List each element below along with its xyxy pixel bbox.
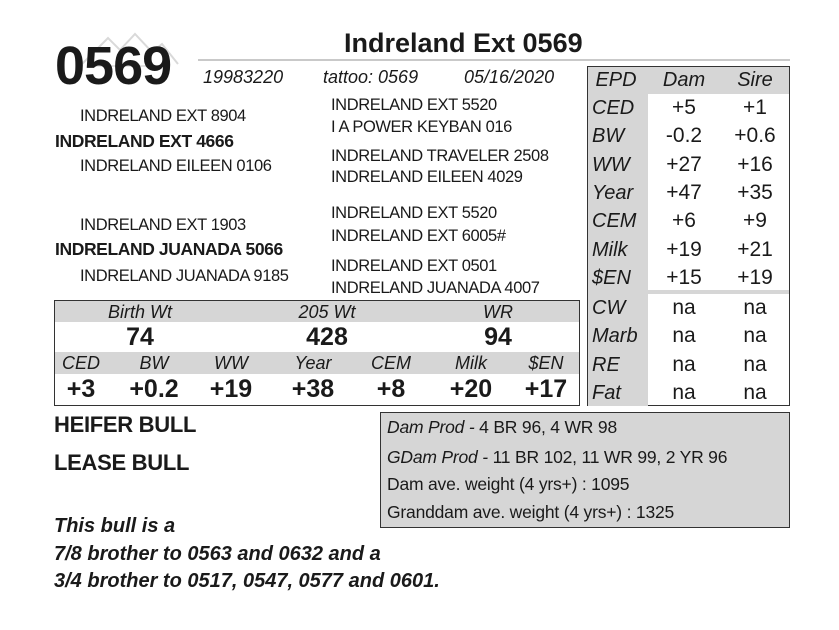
dam-prod-value: 4 BR 96, 4 WR 98 bbox=[479, 417, 617, 437]
calf-epd-value: +17 bbox=[524, 375, 568, 403]
pedigree-dam-sire-sire: INDRELAND EXT 5520 bbox=[331, 204, 497, 222]
tattoo: tattoo: 0569 bbox=[323, 67, 419, 87]
epd-sire-value: na bbox=[743, 352, 767, 376]
pedigree-dam-sire-dam: INDRELAND EXT 6005# bbox=[331, 227, 506, 245]
calf-epd-value: +0.2 bbox=[129, 375, 179, 403]
sibling-note-line-1: This bull is a bbox=[54, 515, 176, 537]
epd-dam-value: -0.2 bbox=[665, 124, 703, 148]
pedigree-dam-dam-dam: INDRELAND JUANADA 4007 bbox=[331, 279, 540, 297]
epd-row-label: CED bbox=[592, 97, 635, 119]
calf-epd-label: BW bbox=[139, 353, 169, 373]
epd-table bbox=[587, 66, 790, 406]
epd-dam-value: na bbox=[672, 296, 696, 319]
epd-row-label: BW bbox=[592, 125, 625, 148]
calf-epd-value: +38 bbox=[291, 375, 335, 403]
pedigree-sire-sire-dam: I A POWER KEYBAN 016 bbox=[331, 118, 512, 136]
epd-sire-value: +19 bbox=[737, 265, 773, 289]
granddam-production bbox=[387, 445, 727, 469]
epd-sire-value: +21 bbox=[737, 237, 773, 261]
epd-header-sire: Sire bbox=[737, 69, 773, 91]
epd-row-label: Fat bbox=[592, 381, 621, 404]
pedigree-dam-sire: INDRELAND EXT 1903 bbox=[80, 216, 246, 234]
weight-value: 94 bbox=[484, 323, 512, 351]
pedigree-sire: INDRELAND EXT 4666 bbox=[55, 131, 234, 151]
weight-label: Birth Wt bbox=[107, 302, 172, 322]
registration-number: 19983220 bbox=[203, 67, 284, 87]
pedigree-dam-dam: INDRELAND JUANADA 9185 bbox=[80, 267, 289, 285]
sibling-note-line-3: 3/4 brother to 0517, 0547, 0577 and 0601. bbox=[54, 570, 440, 592]
weight-label: 205 Wt bbox=[298, 302, 356, 322]
performance-box bbox=[54, 300, 580, 406]
pedigree-sire-dam-sire: INDRELAND TRAVELER 2508 bbox=[331, 147, 549, 165]
epd-sire-value: +0.6 bbox=[734, 124, 776, 148]
sibling-note-line-2: 7/8 brother to 0563 and 0632 and a bbox=[54, 543, 381, 565]
epd-row-label: Marb bbox=[592, 325, 638, 348]
calf-epd-label: CED bbox=[61, 353, 100, 373]
epd-dam-value: +6 bbox=[672, 209, 696, 233]
epd-header-epd: EPD bbox=[595, 69, 637, 91]
production-box bbox=[380, 412, 790, 528]
epd-row-label: CEM bbox=[592, 210, 637, 233]
epd-dam-value: na bbox=[672, 352, 696, 376]
epd-sire-value: +9 bbox=[743, 209, 767, 233]
tag-heifer-bull: HEIFER BULL bbox=[54, 412, 197, 437]
pedigree-dam: INDRELAND JUANADA 5066 bbox=[55, 239, 283, 259]
epd-row-label: Milk bbox=[592, 238, 628, 261]
calf-epd-value: +8 bbox=[376, 375, 406, 403]
weight-label: WR bbox=[483, 302, 513, 322]
calf-epd-label: CEM bbox=[371, 353, 411, 373]
epd-sire-value: na bbox=[743, 324, 767, 348]
birth-date: 05/16/2020 bbox=[464, 67, 555, 87]
calf-epd-value: +3 bbox=[66, 375, 96, 403]
tag-lease-bull: LEASE BULL bbox=[54, 450, 190, 475]
epd-sire-value: +1 bbox=[743, 96, 767, 119]
pedigree-dam-dam-sire: INDRELAND EXT 0501 bbox=[331, 257, 497, 275]
epd-sire-value: na bbox=[743, 296, 767, 319]
dam-production bbox=[387, 415, 617, 439]
epd-row-label: RE bbox=[592, 353, 620, 376]
pedigree-sire-sire-sire: INDRELAND EXT 5520 bbox=[331, 96, 497, 114]
dam-prod-label: Dam Prod - bbox=[387, 417, 475, 437]
epd-row-label: $EN bbox=[592, 266, 631, 289]
pedigree-sire-dam-dam: INDRELAND EILEEN 4029 bbox=[331, 168, 523, 186]
lot-number: 0569 bbox=[55, 36, 172, 96]
epd-sire-value: +16 bbox=[737, 152, 773, 176]
epd-dam-value: +19 bbox=[666, 237, 702, 261]
epd-dam-value: +47 bbox=[666, 180, 702, 204]
dam-average-weight: Dam ave. weight (4 yrs+) : 1095 bbox=[387, 474, 630, 494]
header-rule bbox=[198, 59, 790, 61]
epd-dam-value: na bbox=[672, 380, 696, 404]
gdam-prod-value: 11 BR 102, 11 WR 99, 2 YR 96 bbox=[492, 447, 728, 467]
weight-value: 428 bbox=[306, 323, 348, 351]
pedigree-sire-dam: INDRELAND EILEEN 0106 bbox=[80, 157, 272, 175]
epd-dam-value: +27 bbox=[666, 152, 702, 176]
calf-epd-label: Milk bbox=[455, 353, 487, 373]
calf-epd-value: +20 bbox=[449, 375, 493, 403]
pedigree-sire-sire: INDRELAND EXT 8904 bbox=[80, 107, 246, 125]
epd-dam-value: +15 bbox=[666, 265, 702, 289]
epd-row-label: WW bbox=[592, 153, 630, 176]
calf-epd-value: +19 bbox=[209, 375, 253, 403]
calf-epd-label: $EN bbox=[528, 353, 564, 373]
animal-title: Indreland Ext 0569 bbox=[344, 28, 583, 58]
weight-value: 74 bbox=[126, 323, 154, 351]
calf-epd-label: WW bbox=[214, 353, 248, 373]
granddam-average-weight: Granddam ave. weight (4 yrs+) : 1325 bbox=[387, 502, 675, 522]
calf-epd-label: Year bbox=[294, 353, 332, 373]
epd-dam-value: +5 bbox=[672, 96, 696, 119]
gdam-prod-label: GDam Prod - bbox=[387, 447, 488, 467]
epd-dam-value: na bbox=[672, 324, 696, 348]
epd-sire-value: +35 bbox=[737, 180, 773, 204]
epd-row-label: Year bbox=[592, 181, 634, 204]
epd-row-label: CW bbox=[592, 297, 626, 319]
epd-sire-value: na bbox=[743, 380, 767, 404]
epd-header-dam: Dam bbox=[662, 69, 706, 91]
